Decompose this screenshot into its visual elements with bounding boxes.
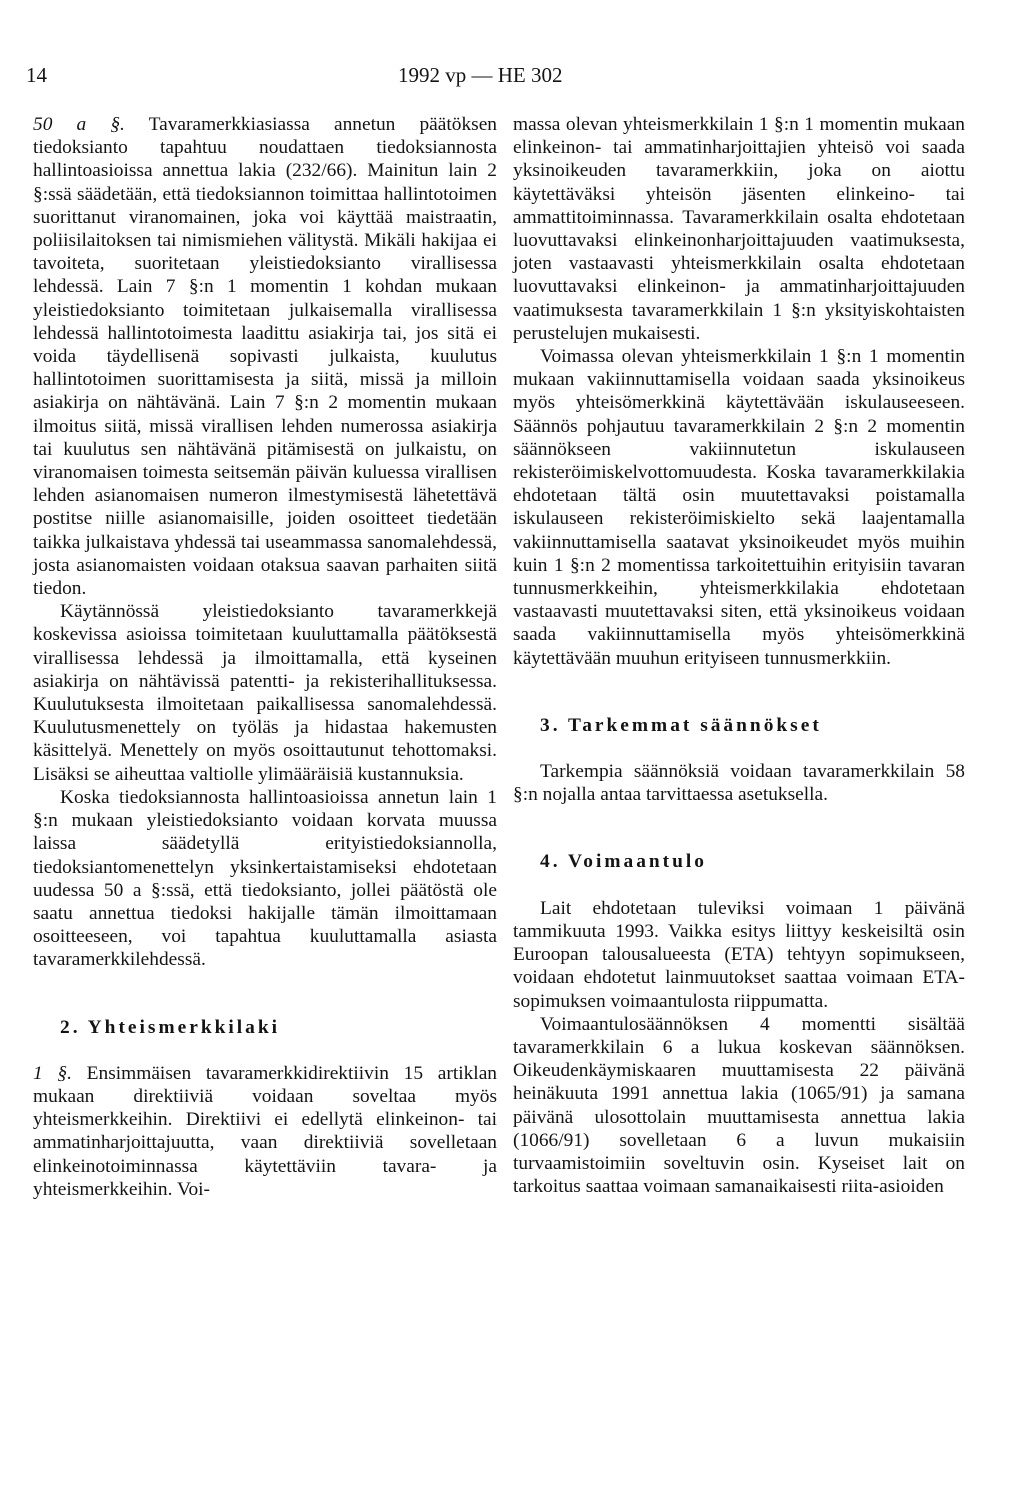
paragraph-iskulause: Voimassa olevan yhteismerkkilain 1 §:n 1 momentin mukaan vakiinnuttamisella voidaan saada yksinoikeus myös yhteisömerkkinä käytettävään iskulauseeseen. Säännös pohjautuu tavaramerkkilain 2 §:n 2 momentin säännökseen vakiinnutetun iskulauseen rekisteröimiskelvottomuudesta. Koska tavaramerkkilakia ehdotetaan tältä osin muutettavaksi poistamalla iskulauseen rekisteröimiskielto sekä laajentamalla vakiinnuttamisella saatavat yksinoikeudet myös muihin kuin 1 §:n 2 momentissa tarkoitettuihin erityisiin tavaran tunnusmerkkeihin, yhteismerkkilakia ehdotetaan vastaavasti muutettavaksi siten, että yksinoikeus voidaan saada vakiinnuttamisella myös yhteisömerkkinä käytettävään muuhun erityiseen tunnusmerkkiin. (513, 346, 965, 669)
running-head: 1992 vp — HE 302 (398, 63, 563, 87)
left-column (33, 113, 497, 1201)
paragraph-1-section (33, 1062, 497, 1201)
paragraph-practice: Käytännössä yleistiedoksianto tavaramerkkejä koskevissa asioissa toimitetaan kuuluttamalla päätöksestä virallisessa lehdessä ja ilmoittamalla, että kyseinen asiakirja on nähtävissä patentti- ja rekisterihallituksessa. Kuulutuksesta ilmoitetaan paikallisessa sanomalehdessä. Kuulutusmenettely on työläs ja hidastaa hakemusten käsittelyä. Menettely on myös osoittautunut tehottomaksi. Lisäksi se aiheuttaa valtiolle ylimääräisiä kustannuksia. (33, 601, 497, 785)
paragraph-proposal-50a: Koska tiedoksiannosta hallintoasioissa annetun lain 1 §:n mukaan yleistiedoksianto voidaan korvata muussa laissa säädetyllä erityistiedoksiannolla, tiedoksiantomenettelyn yksinkertaistamiseksi ehdotetaan uudessa 50 a §:ssä, että tiedoksianto, jollei päätöstä ole saatu annettua tiedoksi hakijalle tämän ilmoittamaan osoitteeseen, voi tapahtua kuuluttamalla asiasta tavaramerkkilehdessä. (33, 786, 497, 971)
page-number: 14 (26, 63, 47, 87)
heading-voimaantulo: 4. Voimaantulo (540, 851, 707, 873)
section-label-1: 1 §. (33, 1062, 72, 1084)
paragraph-entry-into-force: Lait ehdotetaan tuleviksi voimaan 1 päivänä tammikuuta 1993. Vaikka esitys liittyy keskeisiltä osin Euroopan talousalueesta (ETA) tehtyyn sopimukseen, voidaan ehdotetut lainmuutokset saattaa voimaan ETA-sopimuksen voimaantulosta riippumatta. (513, 897, 965, 1012)
paragraph-continuation: massa olevan yhteismerkkilain 1 §:n 1 momentin mukaan elinkeinon- tai ammatinharjoittajien yhteisö voi saada yksinoikeuden tavaramerkkiin, joka on aiottu käytettäväksi yhteisön jäsenten elinkeino- tai ammattitoiminnassa. Tavaramerkkilain osalta ehdotetaan luovuttavaksi elinkeinonharjoittajuuden vaatimuksesta, joten vastaavasti yhteismerkkilain osalta ehdotetaan luovuttavaksi elinkeinon- ja ammatinharjoittajuuden vaatimuksesta tavaramerkkilain 1 §:n yksityiskohtaisten perustelujen mukaisesti. (513, 114, 965, 344)
paragraph-1-section-text: Ensimmäisen tavaramerkkidirektiivin 15 artiklan mukaan direktiiviä voidaan soveltaa myös yhteismerkkeihin. Direktiivi ei edellytä elinkeinon- tai ammatinharjoittajuutta, vaan direktiiviä sovelletaan elinkeinotoiminnassa käytettäviin tavara- ja yhteismerkkeihin. Voi- (33, 1062, 497, 1200)
heading-yhteismerkkilaki: 2. Yhteismerkkilaki (60, 1016, 281, 1038)
heading-tarkemmat-saannokset: 3. Tarkemmat säännökset (540, 714, 822, 736)
section-label-50a: 50 a §. (33, 114, 125, 135)
right-column (513, 113, 965, 1198)
paragraph-asetus: Tarkempia säännöksiä voidaan tavaramerkkilain 58 §:n nojalla antaa tarvittaessa asetuksella. (513, 761, 965, 806)
paragraph-50a (33, 113, 497, 600)
paragraph-50a-text: Tavaramerkkiasiassa annetun päätöksen tiedoksianto tapahtuu noudattaen tiedoksiannosta hallintoasioissa annettua lakia (232/66). Mainitun lain 2 §:ssä säädetään, että tiedoksiannon toimittaa hallintotoimen suorittanut viranomainen, joka voi käyttää maistraatin, poliisilaitoksen tai nimismiehen välitystä. Mikäli hakijaa ei tavoiteta, suoritetaan yleistiedoksianto virallisessa lehdessä. Lain 7 §:n 1 momentin 1 kohdan mukaan yleistiedoksianto toimitetaan julkaisemalla virallisessa lehdessä hallintotoimesta laadittu asiakirja tai, jos sitä ei voida täydellisenä sopivasti julkaista, kuulutus hallintotoimen suorittamisesta ja siitä, missä ja milloin asiakirja on nähtävänä. Lain 7 §:n 2 momentin mukaan ilmoitus siitä, missä virallisen lehden numerossa asiakirja tai kuulutus sen nähtävänä pitämisestä on julkaistu, on viranomaisen toimesta seitsemän päivän kuluessa virallisen lehden asianomaisen numeron ilmestymisestä lähetettävä postitse niille asianomaisille, joiden osoitteet tiedetään taikka julkaistava yhdessä tai useammassa sanomalehdessä, josta asianomaisten voidaan otaksua saavan parhaiten siitä tiedon. (33, 114, 497, 600)
paragraph-moment-4: Voimaantulosäännöksen 4 momentti sisältää tavaramerkkilain 6 a lukua koskevan säännöksen. Oikeudenkäymiskaaren muuttamisesta 22 päivänä heinäkuuta 1991 annettua lakia (1065/91) ja samana päivänä ulosottolain muuttamisesta annettua lakia (1066/91) sovelletaan 6 a luvun mukaisiin turvaamistoimiin soveltuvin osin. Kyseiset lait on tarkoitus saattaa voimaan samanaikaisesti riita-asioiden (513, 1013, 965, 1198)
